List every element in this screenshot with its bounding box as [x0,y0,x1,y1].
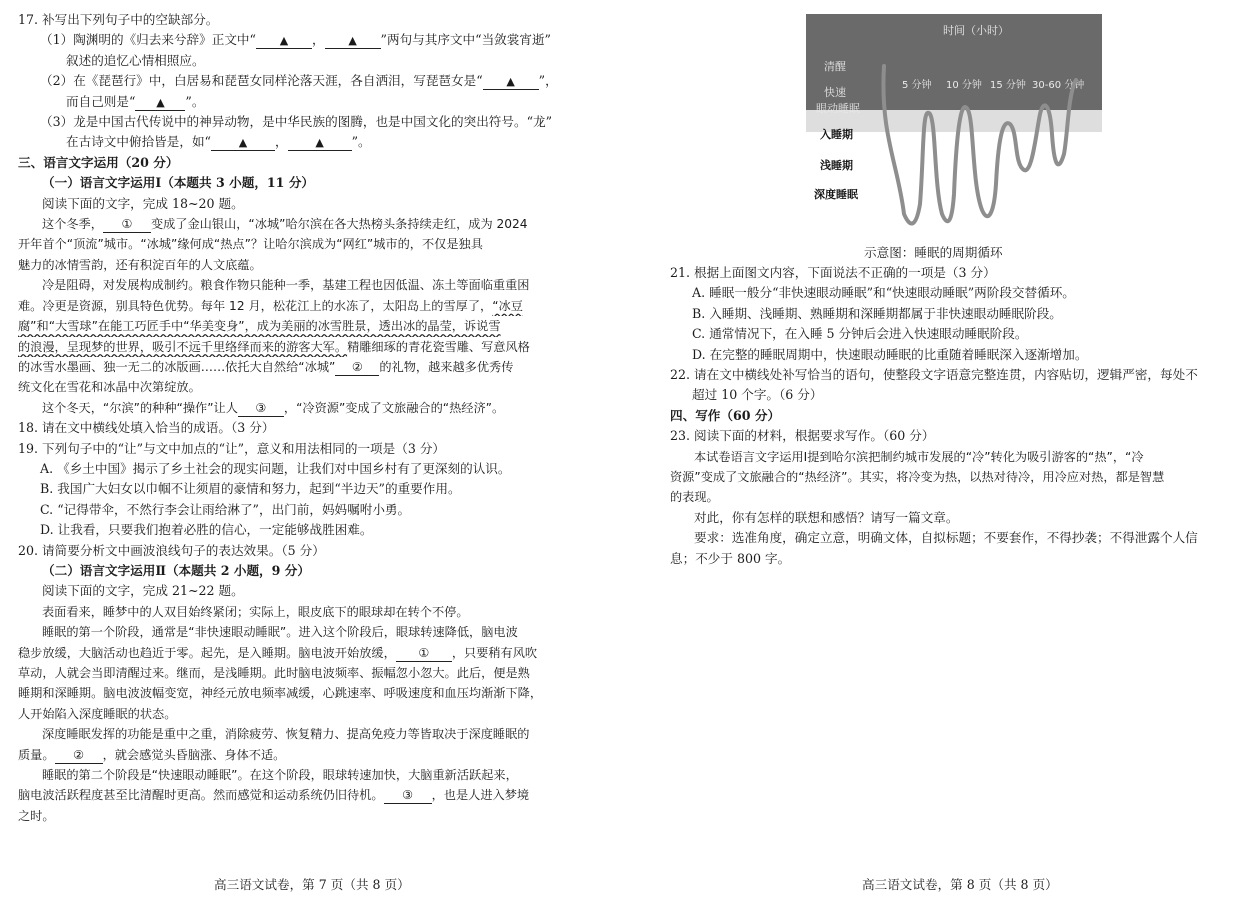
stage-awake-label: 清醒 [824,60,846,73]
q17-part3: （3）龙是中国古代传说中的神异动物，是中华民族的图腾，也是中国文化的突出符号。“龙” [40,114,553,130]
blank-q17-3b [288,134,352,151]
passage1-text: 这个冬天，“尔滨”的种种“操作”让人 [42,400,238,415]
subsection-1-title: （一）语言文字运用Ⅰ（本题共 3 小题，11 分） [42,175,315,191]
q19-option-b: B. 我国广大妇女以巾帼不让须眉的豪情和努力，起到“半边天”的重要作用。 [40,481,461,497]
q21-option-d: D. 在完整的睡眠周期中，快速眼动睡眠的比重随着睡眠深入逐渐增加。 [692,346,1088,362]
triangle-marker: ▲ [315,136,324,150]
passage1-text: 精雕细琢的青花瓷雪雕、写意风格 [347,339,530,354]
blank-passage1-1 [103,217,151,233]
writing-requirements-cont: 息；不少于 800 字。 [670,550,791,566]
q19-option-c: C. “记得带伞，不然行李会让雨给淋了”，出门前，妈妈嘱咐小勇。 [40,501,411,517]
passage1-line: 冷是阻碍，对发展构成制约。粮食作物只能种一季，基建工程也因低温、冻土等面临重重困 [42,278,530,293]
passage1-text: 变成了金山银山，“冰城”哈尔滨在各大热榜头条持续走红，成为 2024 [150,217,528,232]
stage-light-label: 浅睡期 [820,159,853,172]
q17-part2-cont [18,92,596,112]
left-page [18,10,596,826]
q17-part3-cont [18,132,596,152]
passage1-line: 开年首个“顶流”城市。“冰城”缘何成“热点”？让哈尔滨成为“网红”城市的，不仅是独具 [18,237,483,252]
question-19: 19. 下列句子中的“让”与文中加点的“让”，意义和用法相同的一项是（3 分） [18,440,446,456]
read-instruction-2: 阅读下面的文字，完成 21~22 题。 [42,583,244,599]
passage2-text: ，也是人进入梦境 [431,788,530,803]
passage2-line: 睡期和深睡期。脑电波波幅变宽，神经元放电频率减缓，心跳速率、呼吸速度和血压均渐渐下降， [18,686,543,701]
passage2-line: 草动，人就会当即清醒过来。继而，是浅睡期。此时脑电波频率、振幅忽小忽大。此后，便是熟 [18,666,530,680]
blank-marker-2: ② [351,359,363,374]
question-23: 23. 阅读下面的材料，根据要求写作。（60 分） [670,428,935,444]
passage1-line [18,398,596,418]
blank-passage2-2 [55,748,103,764]
triangle-marker: ▲ [238,136,248,150]
passage1-text: 这个冬季， [42,217,103,232]
blank-passage1-2 [335,360,379,376]
blank-passage2-1 [396,646,452,662]
q17-p2b-post: ”。 [185,93,205,109]
q17-p3b-pre: 在古诗文中俯拾皆是，如“ [66,134,211,150]
question-18: 18. 请在文中横线处填入恰当的成语。（3 分） [18,420,275,436]
material-line: 资源”变成了文旅融合的“热经济”。其实，将冷变为热，以热对待冷，用冷应对热，都是智慧 [670,470,1165,485]
passage2-text: 脑电波活跃程度甚至比清醒时更高。然而感觉和运动系统仍旧待机。 [18,788,384,803]
q21-option-c: C. 通常情况下，在入睡 5 分钟后会进入快速眼动睡眠阶段。 [692,326,1028,342]
passage2-line [18,745,596,765]
passage1-text: ，“冷资源”变成了文旅融合的“热经济”。 [283,400,505,415]
passage2-text: 稳步放缓，大脑活动也趋近于零。起先，是入睡期。脑电波开始放缓， [18,645,396,660]
question-21: 21. 根据上面图文内容，下面说法不正确的一项是（3 分） [670,265,996,280]
passage1-line: 统文化在雪花和冰晶中次第绽放。 [18,380,201,395]
q19-option-d: D. 让我看，只要我们抱着必胜的信心，一定能够战胜困难。 [40,522,373,538]
q17-p3b-mid: ， [274,134,288,150]
right-page [670,263,1242,569]
material-line: 的表现。 [670,490,719,505]
figure-caption: 示意图：睡眠的周期循环 [864,245,1003,260]
q17-p2-post: ”， [538,73,558,89]
passage2-text: 质量。 [18,747,55,762]
triangle-marker: ▲ [506,75,515,89]
writing-prompt: 对此，你有怎样的联想和感悟？请写一篇文章。 [694,509,959,525]
stage-onset-label: 入睡期 [820,128,853,141]
triangle-marker: ▲ [348,34,357,48]
q17-part2 [18,71,596,91]
material-line: 本试卷语言文字运用Ⅰ提到哈尔滨把制约城市发展的“冷”转化为吸引游客的“热”，“冷 [694,449,1144,464]
blank-q17-3a [211,134,275,151]
passage2-text: ，只要稍有风吹 [451,645,538,660]
subsection-2-title: （二）语言文字运用Ⅱ（本题共 2 小题，9 分） [42,562,310,578]
section-4-title: 四、写作（60 分） [670,407,781,423]
stage-rem-label-2: 眼动睡眠 [816,102,860,115]
section-3-title: 三、语言文字运用（20 分） [18,154,179,170]
passage1-line [18,214,596,234]
q17-part1-cont: 叙述的追忆心情相照应。 [66,52,205,68]
duration-5min: 5 分钟 [902,80,932,91]
blank-passage1-3 [238,401,284,417]
passage1-line [18,296,596,316]
read-instruction-1: 阅读下面的文字，完成 18~20 题。 [42,195,244,211]
q17-p2-pre: （2）在《琵琶行》中，白居易和琵琶女同样沦落天涯，各自洒泪，写琵琶女是“ [40,73,483,89]
q21-option-b: B. 入睡期、浅睡期、熟睡期和深睡期都属于非快速眼动睡眠阶段。 [692,305,1062,321]
q19-option-a: A. 《乡土中国》揭示了乡土社会的现实问题，让我们对中国乡村有了更深刻的认识。 [40,460,511,476]
blank-marker-3: ③ [255,400,267,415]
blank-q17-2b [135,94,185,111]
q21-option-a: A. 睡眠一般分“非快速眼动睡眠”和“快速眼动睡眠”两阶段交替循环。 [692,285,1075,301]
passage2-line [18,643,596,663]
q17-p2b-pre: 而自己则是“ [66,93,136,109]
blank-q17-1a [256,32,312,49]
passage2-line: 之时。 [18,808,55,823]
passage2-line: 睡眠的第一个阶段，通常是“非快速眼动睡眠”。进入这个阶段后，眼球转速降低，脑电波 [42,625,518,640]
passage2-line: 表面看来，睡梦中的人双目始终紧闭；实际上，眼皮底下的眼球却在转个不停。 [42,604,469,619]
triangle-marker: ▲ [279,34,289,48]
passage1-line [18,357,596,377]
passage1-text: 的礼物，越来越多优秀传 [379,359,514,374]
figure-time-label: 时间（小时） [943,24,1009,37]
passage2-line: 睡眠的第二个阶段是“快速眼动睡眠”。在这个阶段，眼球转速加快，大脑重新活跃起来， [42,768,518,783]
writing-requirements: 要求：选准角度，确定立意，明确文体，自拟标题；不要套作，不得抄袭；不得泄露个人信 [694,530,1198,546]
wavy-underlined-sentence: 腐”和“大雪球”在能工巧匠手中“华美变身”，成为美丽的冰雪胜景，透出冰的晶莹，诉说雪 [18,319,501,334]
triangle-marker: ▲ [156,95,165,109]
passage2-line: 人开始陷入深度睡眠的状态。 [18,706,177,721]
passage1-text: 难。冷更是资源，别具特色优势。每年 12 月，松花江上的水冻了，太阳岛上的雪厚了， [18,298,493,313]
page-footer-right: 高三语文试卷，第 8 页（共 8 页） [862,877,1058,892]
blank-q17-2a [483,73,539,90]
q17-p1-pre: （1）陶渊明的《归去来兮辞》正文中“ [40,32,256,48]
q17-part1 [18,30,596,50]
blank-marker-1: ① [418,645,430,660]
blank-marker-3: ③ [402,788,414,803]
q17-p1-post: ”两句与其序文中“当敛裳宵逝” [380,32,551,48]
q17-p3b-post: ”。 [351,134,371,150]
passage1-line [18,337,596,357]
passage1-line [18,316,596,336]
question-20: 20. 请简要分析文中画波浪线句子的表达效果。（5 分） [18,542,325,558]
duration-30-60min: 30-60 分钟 [1032,80,1085,91]
sleep-cycle-figure [806,14,1102,232]
blank-marker-1: ① [121,217,133,232]
stage-rem-label-1: 快速 [824,86,846,99]
duration-10min: 10 分钟 [946,80,982,91]
passage2-line: 深度睡眠发挥的功能是重中之重，消除疲劳、恢复精力、提高免疫力等皆取决于深度睡眠的 [42,727,530,742]
passage1-line: 魅力的冰情雪韵，还有积淀百年的人文底蕴。 [18,257,262,272]
wavy-underlined-sentence: “冰豆 [492,298,523,313]
q17-title: 17. 补写出下列句子中的空缺部分。 [18,12,219,27]
passage2-line [18,785,596,805]
blank-marker-2: ② [73,747,85,762]
question-22-cont: 超过 10 个字。（6 分） [692,387,823,403]
wavy-underlined-sentence: 的浪漫，呈现梦的世界，吸引不远千里络绎而来的游客大军。 [18,339,348,354]
question-22: 22. 请在文中横线处补写恰当的语句，使整段文字语意完整连贯，内容贴切，逻辑严密，每处不 [670,367,1198,383]
q17-p1-mid: ， [311,32,325,48]
blank-q17-1b [325,32,381,49]
blank-passage2-3 [384,788,432,804]
stage-deep-label: 深度睡眠 [814,188,858,201]
passage2-text: ，就会感觉头昏脑涨、身体不适。 [102,747,286,762]
page-footer-left: 高三语文试卷，第 7 页（共 8 页） [214,877,410,892]
duration-15min: 15 分钟 [990,80,1026,91]
passage1-text: 的冰雪水墨画、独一无二的冰版画……依托大自然给“冰城” [18,359,336,374]
